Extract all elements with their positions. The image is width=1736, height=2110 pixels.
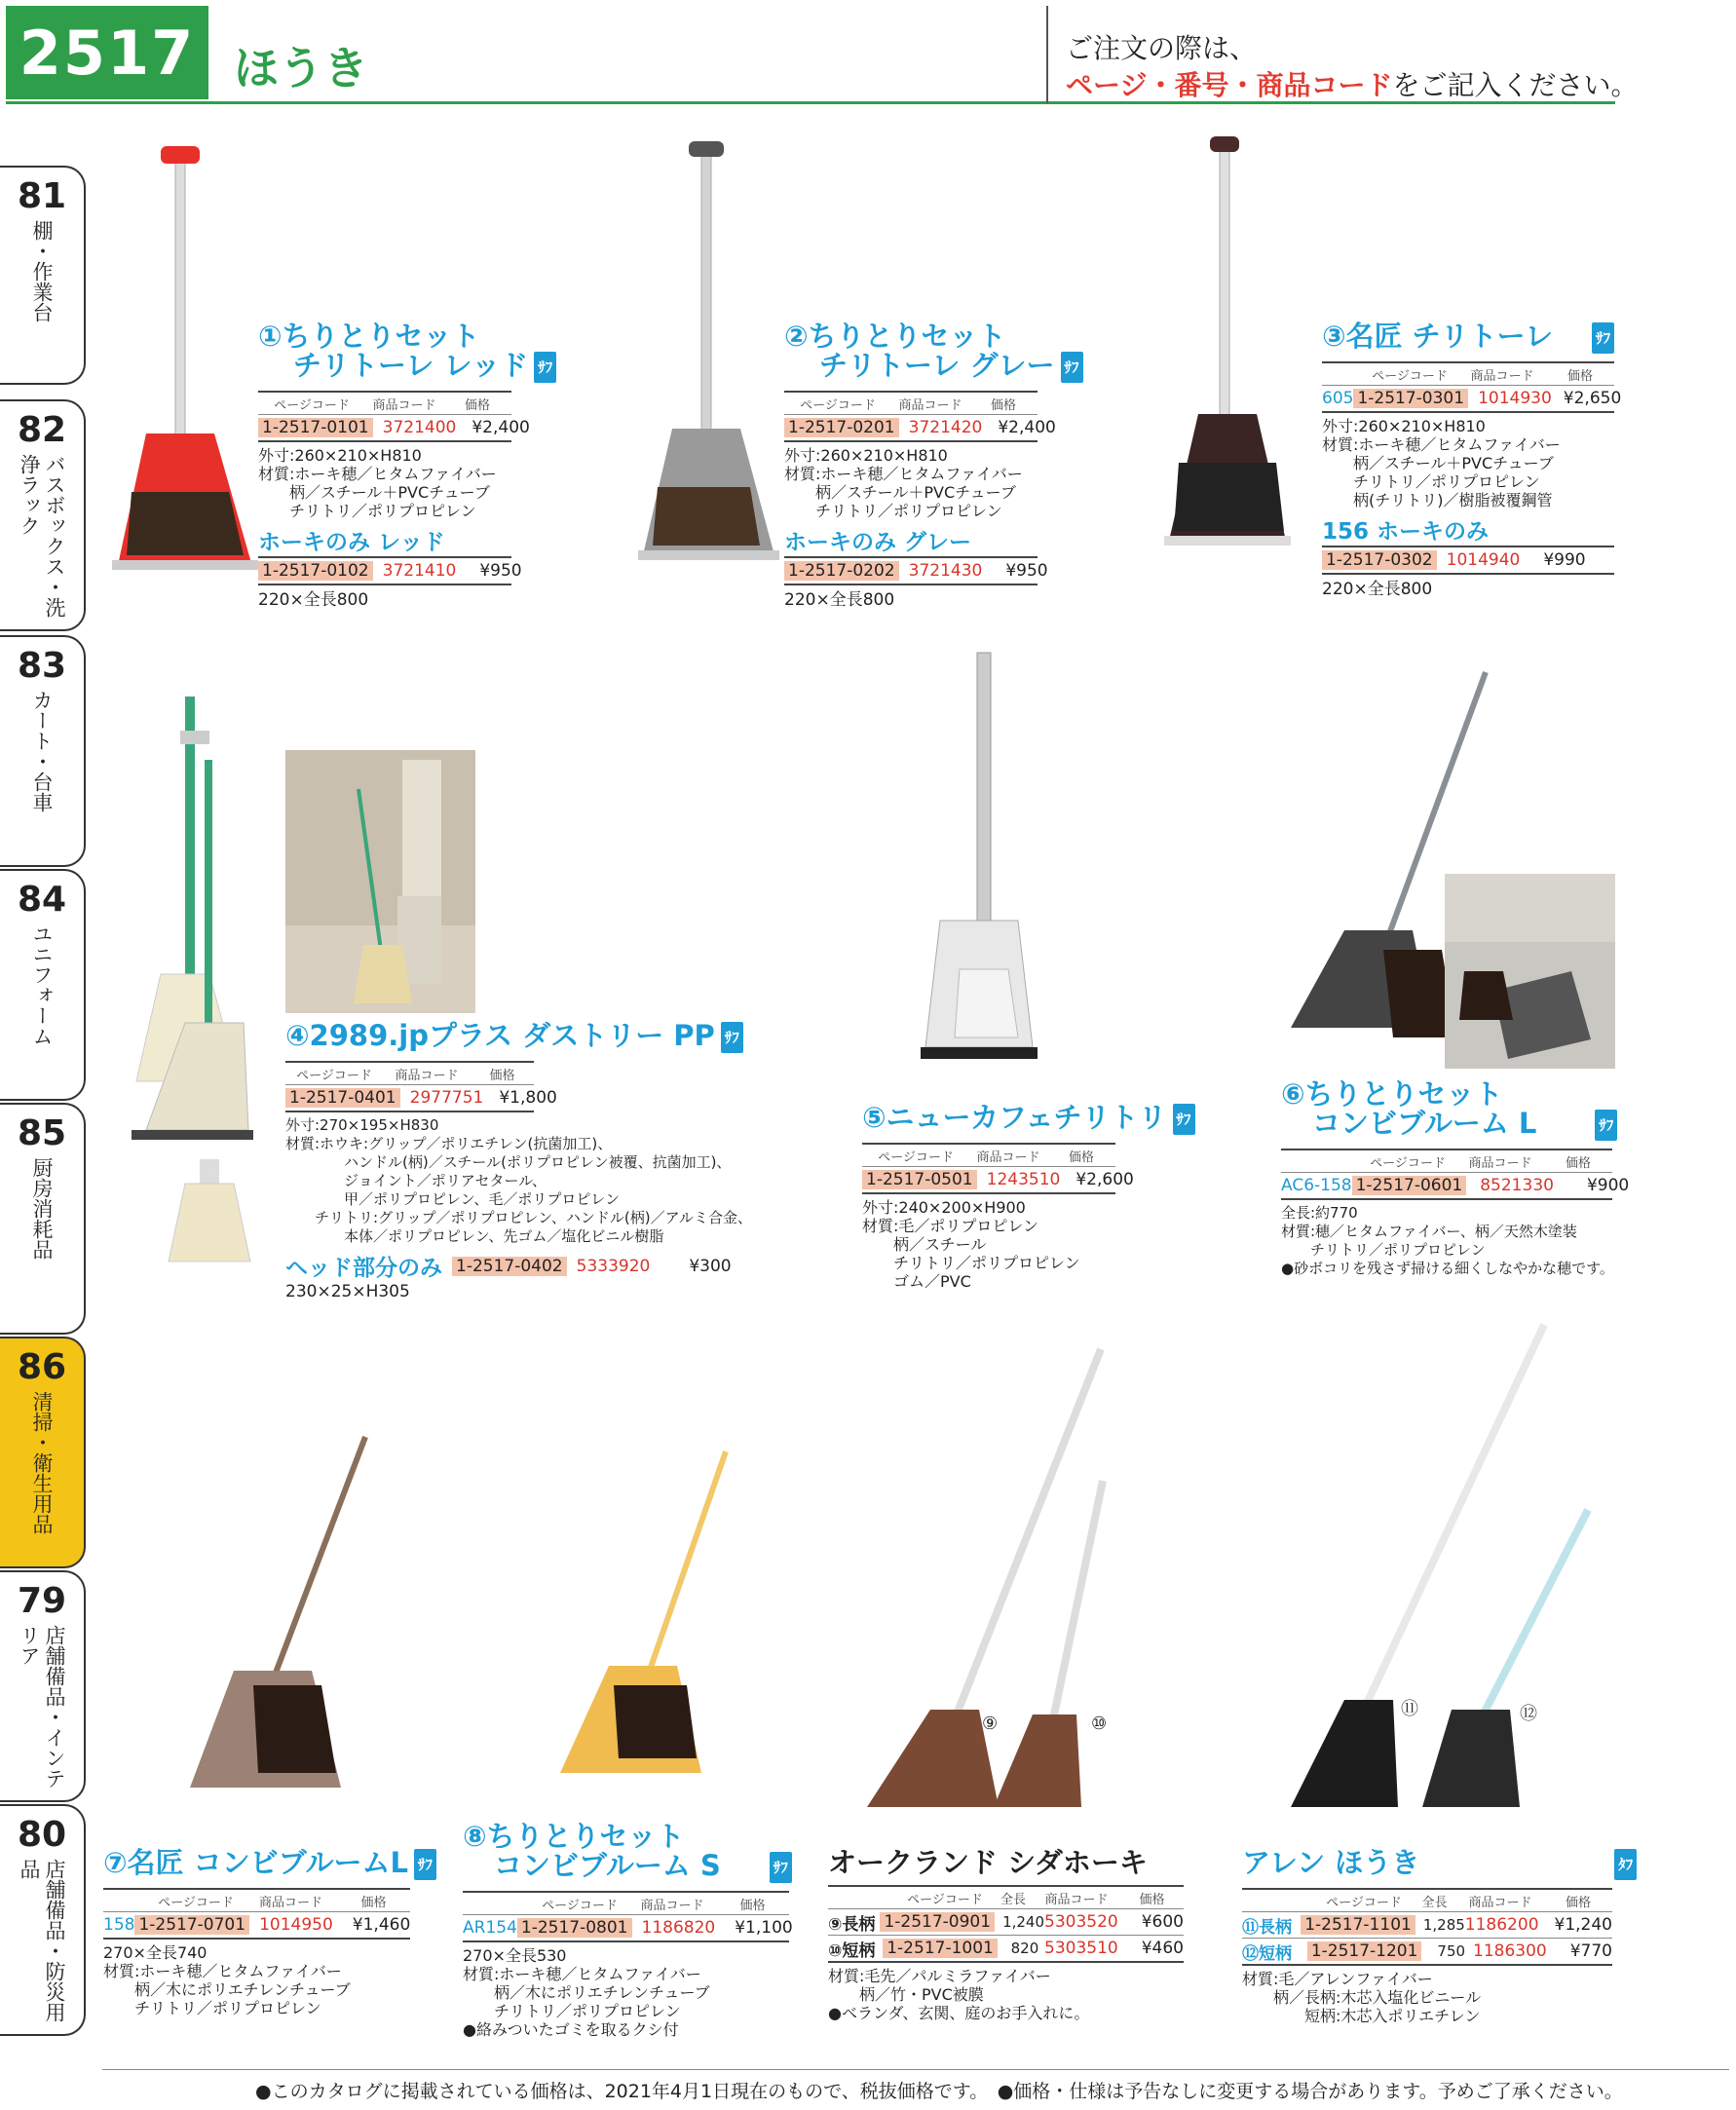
product-title: ②ちりとりセット (784, 320, 1006, 353)
delivery-badge: ｻﾌ (534, 352, 556, 383)
delivery-badge: ｻﾌ (1061, 352, 1083, 383)
product-title-line1 (1322, 321, 1614, 354)
table-row (862, 1167, 1134, 1194)
delivery-badge: ｻﾌ (1592, 322, 1614, 354)
product-details: 外寸:260×210×H810 材質:ホーキ穂／ヒタムファイバー 柄／スチール＋PVCチューブ チリトリ／ポリプロピレン (784, 446, 1023, 520)
length: 820 (1010, 1940, 1039, 1957)
tab-86[interactable] (0, 1337, 86, 1568)
page-code: 1-2517-0501 (862, 1170, 977, 1189)
product-image-usage-photo (285, 750, 475, 1013)
page-code: 1-2517-1201 (1307, 1941, 1422, 1961)
callout-9: ⑨ (982, 1714, 999, 1734)
col-product-code: 商品コード (1470, 368, 1534, 384)
table-header (285, 1061, 534, 1085)
product-image-oakland-brooms (857, 1339, 1130, 1827)
tab-label: バスボックス・洗浄ラック (18, 454, 66, 618)
product-image-combi-broom-photo (1445, 874, 1615, 1069)
product-title: ⑤ニューカフェチリトリ (862, 1101, 1167, 1134)
product-title: ④2989.jpプラス ダストリー PP (285, 1019, 715, 1052)
price: ¥2,400 (998, 418, 1056, 437)
delivery-badge: ﾀﾌ (1614, 1849, 1637, 1880)
tab-label: ユニフォーム (30, 923, 54, 1046)
col-price: 価格 (990, 397, 1016, 413)
tab-85[interactable] (0, 1103, 86, 1335)
table-row (463, 1915, 793, 1942)
table-header (1281, 1149, 1612, 1173)
tab-label: 清掃・衛生用品 (30, 1391, 54, 1534)
footer-rule (102, 2069, 1729, 2070)
product-code: 3721420 (908, 418, 983, 437)
table-row (258, 415, 530, 442)
price: ¥2,600 (1076, 1170, 1134, 1189)
product-code: 5333920 (576, 1256, 651, 1276)
sub-product-title-line (1322, 513, 1614, 546)
price: ¥1,460 (352, 1915, 411, 1935)
tab-label: 店舗備品・インテリア (18, 1625, 66, 1789)
tab-81[interactable] (0, 166, 86, 385)
table-header (784, 391, 1038, 415)
col-price: 価格 (1068, 1149, 1094, 1165)
col-page-code: ページコード (274, 397, 350, 413)
page-code: 1-2517-0102 (258, 561, 373, 581)
product-code: 3721400 (382, 418, 457, 437)
product-code: 3721410 (382, 561, 457, 581)
tab-number: 83 (17, 646, 67, 686)
product-3-block (1322, 320, 1622, 599)
callout-11: ⑪ (1401, 1699, 1418, 1719)
product-4-block (285, 1021, 752, 1301)
page-code: 1-2517-0601 (1352, 1176, 1467, 1195)
product-title-line2 (463, 1851, 792, 1883)
product-image-gray-broom-set (628, 136, 784, 575)
table-header (103, 1888, 410, 1912)
callout-12: ⑫ (1520, 1704, 1537, 1724)
col-length: 全長 (1000, 1892, 1026, 1907)
product-code: 1014950 (259, 1915, 333, 1935)
table-row (1242, 1912, 1612, 1939)
page-code: 1-2517-0901 (880, 1912, 995, 1932)
length: 1,240 (1002, 1913, 1045, 1931)
product-details: 全長:約770 材質:穂／ヒタムファイバー、柄／天然木塗装 チリトリ／ポリプロピレン ●砂ボコリを残さず掃ける細くしなやかな穂です。 (1281, 1204, 1614, 1277)
product-code: 3721430 (908, 561, 983, 581)
col-page-code: ページコード (800, 397, 876, 413)
price: ¥950 (479, 561, 522, 581)
tab-label: 厨房消耗品 (30, 1157, 54, 1260)
delivery-badge: ｻﾌ (1595, 1110, 1617, 1141)
page-reference: AR154 (463, 1918, 517, 1938)
product-code: 8521330 (1480, 1176, 1554, 1195)
product-8-block (463, 1822, 792, 2039)
product-code: 2977751 (409, 1088, 484, 1108)
variant-label: ⑫短柄 (1242, 1943, 1292, 1964)
col-price: 価格 (360, 1895, 387, 1910)
product-image-meisho-combi-broom (175, 1427, 390, 1797)
col-page-code: ページコード (1326, 1895, 1402, 1910)
product-title-line2 (258, 351, 556, 383)
table-row (285, 1085, 557, 1112)
variant-label: ⑩短柄 (828, 1940, 876, 1961)
table-header (862, 1143, 1115, 1167)
order-notice-emphasis: ページ・番号・商品コード (1066, 69, 1393, 101)
product-details: 外寸:240×200×H900 材質:毛／ポリプロピレン 柄／スチール チリトリ／ポリプロピレン ゴム／PVC (862, 1198, 1080, 1291)
col-page-code: ページコード (1372, 368, 1448, 384)
table-row (285, 1250, 752, 1282)
sub-product-title: ホーキのみ レッド (258, 530, 445, 555)
sub-product-title: ホーキのみ (1377, 519, 1490, 545)
price: ¥950 (1005, 561, 1048, 581)
page-code: 1-2517-0701 (134, 1915, 249, 1935)
page-code: 1-2517-0801 (517, 1918, 632, 1938)
product-details: 外寸:260×210×H810 材質:ホーキ穂／ヒタムファイバー 柄／スチール＋PVCチューブ チリトリ／ポリプロピレン 柄(チリトリ)／樹脂被覆鋼管 (1322, 417, 1561, 509)
col-price: 価格 (1566, 368, 1593, 384)
tab-number: 82 (17, 410, 67, 450)
product-image-red-broom-set (107, 141, 263, 580)
product-image-new-cafe-dustpan (921, 648, 1038, 1067)
col-product-code: 商品コード (640, 1898, 704, 1913)
table-header (1322, 361, 1614, 386)
product-details: 材質:毛／アレンファイバー 柄／長柄:木芯入塩化ビニール 短柄:木芯入ポリエチレン (1242, 1970, 1482, 2025)
col-price: 価格 (1565, 1895, 1591, 1910)
tab-number: 79 (17, 1581, 67, 1621)
product-title-text: コンビブルーム S (494, 1849, 721, 1882)
product-1-block (258, 321, 556, 610)
col-product-code: 商品コード (1468, 1895, 1532, 1910)
variant-label: ⑨長柄 (828, 1914, 876, 1935)
product-size: 220×全長800 (258, 590, 369, 610)
sub-product-title: ホーキのみ グレー (784, 530, 972, 555)
col-product-code: 商品コード (395, 1068, 459, 1083)
product-details: 270×全長740 材質:ホーキ穂／ヒタムファイバー 柄／木にポリエチレンチューブ チリトリ／ポリプロピレン (103, 1943, 351, 2017)
tab-label: カート・台車 (30, 690, 54, 812)
col-page-code: ページコード (296, 1068, 372, 1083)
product-title-text: コンビブルーム L (1312, 1107, 1537, 1140)
price: ¥900 (1586, 1176, 1630, 1195)
product-code: 5303520 (1044, 1912, 1118, 1932)
delivery-badge: ｻﾌ (721, 1022, 743, 1053)
table-row (784, 556, 1048, 585)
product-title-line1 (103, 1848, 436, 1880)
product-image-broom-head (161, 1154, 258, 1271)
table-row (828, 1936, 1184, 1963)
delivery-badge: ｻﾌ (414, 1849, 436, 1880)
product-title-line1 (1242, 1848, 1637, 1880)
product-code: 1014940 (1446, 550, 1521, 570)
product-image-brown-broom-set (1159, 132, 1296, 550)
product-title-line1 (862, 1103, 1195, 1135)
product-size: 230×25×H305 (285, 1282, 410, 1301)
product-image-allen-brooms (1286, 1320, 1617, 1817)
product-title-text: チリトーレ レッド (293, 349, 529, 382)
col-product-code: 商品コード (372, 397, 436, 413)
tab-number: 84 (17, 880, 67, 920)
product-details: 材質:毛先／パルミラファイバー 柄／竹・PVC被膜 ●ベランダ、玄関、庭のお手入れに。 (828, 1967, 1090, 2022)
product-code: 1014930 (1478, 389, 1552, 408)
page-code: 1-2517-0302 (1322, 550, 1437, 570)
price: ¥1,100 (735, 1918, 793, 1938)
product-title: オークランド シダホーキ (828, 1846, 1148, 1879)
price: ¥300 (689, 1256, 732, 1276)
col-product-code: 商品コード (898, 397, 962, 413)
delivery-badge: ｻﾌ (1173, 1104, 1195, 1135)
col-product-code: 商品コード (1044, 1892, 1109, 1907)
product-details: 外寸:270×195×H830 材質:ホウキ:グリップ／ポリエチレン(抗菌加工)、 ハンドル(柄)／スチール(ポリプロピレン被覆、抗菌加工)、 ジョイント／ポリアセタール、 甲／ポリプロピレン、毛／ポリプロピレン チリトリ:グリップ／ポリプロピレン、ハンドル(柄)／アルミ合金、 本体／ポリプロピレン、先ゴム／塩化ビニル樹脂 (285, 1116, 752, 1245)
page-reference: 158 (103, 1915, 135, 1935)
tab-label: 店舗備品・防災用品 (18, 1859, 66, 2022)
table-row (258, 556, 522, 585)
product-7-block (103, 1848, 436, 2017)
table-header (1242, 1888, 1612, 1912)
order-notice-line2 (1066, 64, 1638, 103)
page-number: 2517 (6, 6, 208, 99)
table-row (784, 415, 1056, 442)
product-2-block (784, 321, 1083, 610)
product-image-dustry-broom (127, 692, 253, 1149)
tab-number: 81 (17, 176, 67, 216)
price: ¥770 (1569, 1941, 1612, 1961)
length: 1,285 (1422, 1916, 1465, 1934)
footer-notice: ●このカタログに掲載されている価格は、2021年4月1日現在のもので、税抜価格です。 ●価格・仕様は予告なしに変更する場合があります。予めご了承ください。 (255, 2081, 1623, 2102)
col-page-code: ページコード (1370, 1155, 1446, 1171)
price: ¥1,240 (1554, 1915, 1612, 1935)
page-reference: 605 (1322, 389, 1354, 408)
page-code: 1-2517-0101 (258, 418, 373, 437)
price: ¥1,800 (499, 1088, 557, 1108)
table-row (1322, 386, 1622, 413)
product-title-line1 (285, 1021, 752, 1053)
page-code: 1-2517-1101 (1301, 1915, 1415, 1935)
product-code: 1186300 (1473, 1941, 1547, 1961)
price: ¥2,400 (472, 418, 530, 437)
table-row (828, 1909, 1184, 1936)
tab-80[interactable] (0, 1804, 86, 2036)
price: ¥990 (1543, 550, 1586, 570)
col-price: 価格 (464, 397, 490, 413)
product-title: ⑦名匠 コンビブルームL (103, 1846, 408, 1879)
tab-84[interactable] (0, 869, 86, 1101)
table-row (1242, 1939, 1612, 1966)
page-reference: 156 (1322, 519, 1370, 545)
price: ¥2,650 (1563, 389, 1622, 408)
order-notice-rest: をご記入ください。 (1392, 69, 1639, 101)
sub-product-title: ヘッド部分のみ (285, 1256, 442, 1281)
tab-82[interactable] (0, 399, 86, 631)
product-9-10-block (828, 1848, 1184, 2022)
col-price: 価格 (489, 1068, 515, 1083)
col-price: 価格 (1565, 1155, 1591, 1171)
price: ¥460 (1141, 1939, 1184, 1958)
col-page-code: ページコード (878, 1149, 954, 1165)
table-header (258, 391, 511, 415)
page-code: 1-2517-0301 (1353, 389, 1468, 408)
page-code: 1-2517-0401 (285, 1088, 400, 1108)
product-title-text: チリトーレ グレー (819, 349, 1055, 382)
page-code: 1-2517-1001 (883, 1939, 998, 1958)
page-code: 1-2517-0402 (452, 1257, 567, 1276)
table-row (103, 1912, 410, 1940)
table-header (828, 1885, 1184, 1909)
product-title: ①ちりとりセット (258, 320, 480, 353)
variant-label: ⑪長柄 (1242, 1917, 1292, 1938)
delivery-badge: ｻﾌ (770, 1852, 792, 1883)
product-code: 1243510 (986, 1170, 1061, 1189)
table-row (1281, 1173, 1630, 1200)
tab-79[interactable] (0, 1570, 86, 1802)
product-title: ③名匠 チリトーレ (1322, 320, 1554, 353)
product-code: 5303510 (1044, 1939, 1118, 1958)
page-code: 1-2517-0202 (784, 561, 899, 581)
product-title-line2 (1281, 1109, 1617, 1141)
product-6-block (1281, 1077, 1630, 1278)
length: 750 (1437, 1942, 1466, 1960)
product-image-combi-broom-s (541, 1442, 745, 1792)
tab-number: 80 (17, 1815, 67, 1855)
col-product-code: 商品コード (1468, 1155, 1532, 1171)
product-code: 1186820 (641, 1918, 716, 1938)
col-price: 価格 (1139, 1892, 1165, 1907)
col-price: 価格 (739, 1898, 766, 1913)
tab-number: 86 (17, 1347, 67, 1387)
product-title: ⑧ちりとりセット (463, 1820, 685, 1853)
product-11-12-block (1242, 1848, 1637, 2025)
product-title: アレン ほうき (1242, 1846, 1420, 1879)
product-title: ⑥ちりとりセット (1281, 1077, 1503, 1111)
product-code: 1186200 (1464, 1915, 1539, 1935)
tab-83[interactable] (0, 635, 86, 867)
callout-10: ⑩ (1091, 1714, 1108, 1734)
product-size: 220×全長800 (784, 590, 895, 610)
tab-label: 棚・作業台 (30, 220, 54, 322)
product-details: 270×全長530 材質:ホーキ穂／ヒタムファイバー 柄／木にポリエチレンチューブ チリトリ／ポリプロピレン ●絡みついたゴミを取るクシ付 (463, 1946, 710, 2039)
product-details: 外寸:260×210×H810 材質:ホーキ穂／ヒタムファイバー 柄／スチール＋PVCチューブ チリトリ／ポリプロピレン (258, 446, 497, 520)
price: ¥600 (1141, 1912, 1184, 1932)
order-notice-line1: ご注文の際は、 (1066, 32, 1258, 64)
col-product-code: 商品コード (258, 1895, 322, 1910)
product-size: 220×全長800 (1322, 580, 1433, 599)
tab-number: 85 (17, 1113, 67, 1153)
product-5-block (862, 1103, 1195, 1291)
page-code: 1-2517-0201 (784, 418, 899, 437)
col-page-code: ページコード (158, 1895, 234, 1910)
col-page-code: ページコード (542, 1898, 618, 1913)
col-length: 全長 (1421, 1895, 1448, 1910)
col-page-code: ページコード (907, 1892, 983, 1907)
table-row (1322, 546, 1614, 575)
table-header (463, 1891, 789, 1915)
col-product-code: 商品コード (976, 1149, 1040, 1165)
page-title: ほうき (234, 42, 368, 94)
product-title-line2 (784, 351, 1083, 383)
page-reference: AC6-158 (1281, 1176, 1352, 1195)
